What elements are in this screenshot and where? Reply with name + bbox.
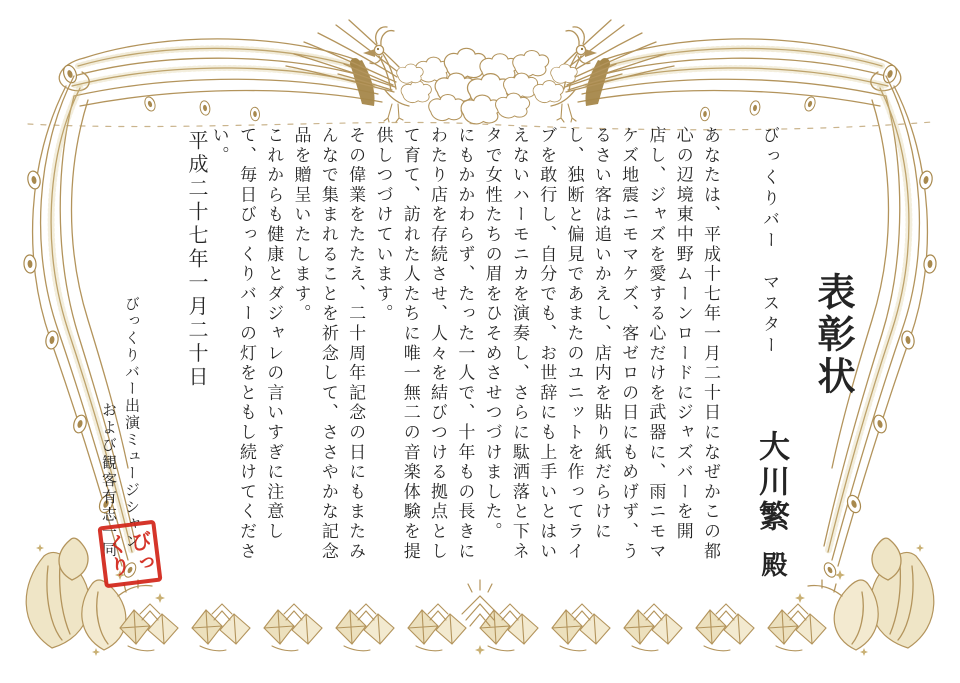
red-seal-stamp [97,520,162,589]
body-line: るさい客は追いかえし、店内を貼り紙だらけに [590,126,611,542]
body-line: 店し、ジャズを愛する心だけを武器に、雨ニモマ [645,126,666,562]
recipient-name: 大川繁 [753,430,789,535]
body-line: 品を贈呈いたします。 [290,126,311,324]
seal-line: びっ [127,529,158,576]
issue-date: 平成二十七年一月二十日 [185,130,209,390]
body-line: んなで集まれることを祈念して、ささやかな記念 [317,126,338,562]
recipient-affiliation: びっくりバー マスター [759,126,779,357]
body-line: 心の辺境東中野ムーンロードにジャズバーを開 [672,126,693,542]
body-line: 供しつづけています。 [372,126,393,324]
body-line: し、独断と偏見であまたのユニットを作ってライ [563,126,584,562]
body-line: にもかかわらず、たった一人で、十年もの長きに [454,126,475,562]
recipient-honorific: 殿 [757,551,787,577]
body-line: て、毎日びっくりバーの灯をともし続けてくださ [235,126,256,562]
body-line: あなたは、平成十七年一月二十日になぜかこの都 [700,126,720,562]
body-line: わたり店を存続させ、人々を結びつける拠点とし [427,126,448,562]
certificate-title: 表彰状 [811,272,856,398]
body-line: い。 [208,126,229,166]
body-line: えないハーモニカを演奏し、さらに駄洒落と下ネ [508,126,529,562]
body-line: タで女性たちの眉をひそめさせつづけました。 [481,126,502,542]
seal-text [103,529,156,579]
body-line: これからも健康とダジャレの言いすぎに注意し [263,126,284,542]
issuer-line-2: および観客有志一同 [100,402,118,559]
body-line: ブを敢行し、自分でも、お世辞にも上手いとはい [536,126,557,562]
issuer-line-1: びっくりバー出演ミュージシャン [123,296,141,550]
body-line: て育て、訪れた人たちに唯一無二の音楽体験を提 [399,126,420,562]
body-text [204,126,723,592]
body-line: その偉業をたたえ、二十周年記念の日にもまたみ [345,126,366,562]
body-line: ケズ地震ニモマケズ、客ゼロの日にもめげず、う [618,126,639,562]
seal-line: くり [103,532,134,579]
